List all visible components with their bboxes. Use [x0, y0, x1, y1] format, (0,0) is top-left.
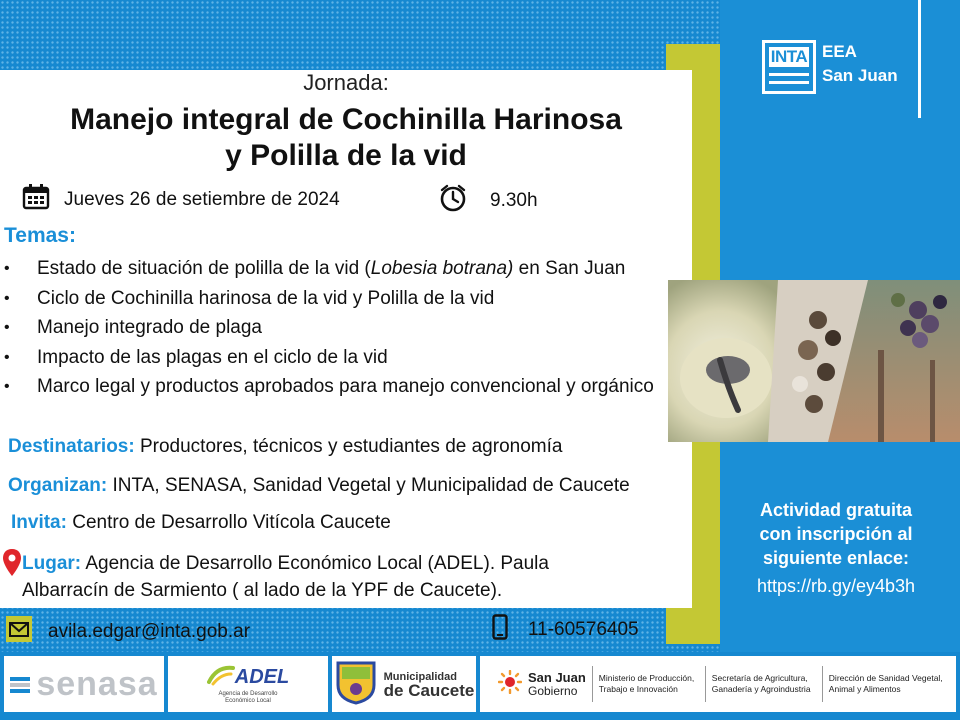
calendar-icon	[22, 184, 50, 215]
phone-text: 11-60576405	[528, 618, 639, 640]
senasa-logo	[4, 656, 164, 712]
inta-logo	[762, 40, 898, 94]
sj-gobierno: Gobierno	[528, 683, 578, 698]
sj-ministerio: Ministerio de Producción, Trabajo e Innovación	[598, 673, 695, 694]
email-contact	[6, 616, 250, 647]
san-juan-logo	[480, 656, 956, 712]
header-divider	[918, 0, 921, 118]
title-line-1: Manejo integral de Cochinilla Harinosa	[70, 103, 622, 136]
list-item: • Manejo integrado de plaga	[0, 313, 692, 343]
destinatarios-label: Destinatarios:	[8, 436, 135, 457]
inta-logo-subtitle	[822, 40, 898, 88]
organizan-label: Organizan:	[8, 475, 108, 496]
email-icon	[6, 616, 32, 647]
phone-icon	[492, 614, 508, 645]
sj-name: San Juan	[528, 669, 586, 685]
organizan	[8, 475, 630, 497]
adel-subtitle: Agencia de Desarrollo Económico Local	[218, 690, 278, 704]
muni-line-1: Municipalidad	[383, 671, 457, 683]
clock-icon	[438, 184, 468, 217]
inta-logo-text: INTA	[770, 47, 808, 66]
event-type: Jornada:	[303, 70, 389, 95]
lugar-label: Lugar:	[22, 553, 82, 574]
event-time	[438, 184, 538, 217]
invita	[11, 512, 391, 534]
muni-line-2: de Caucete	[383, 681, 475, 700]
invita-value: Centro de Desarrollo Vitícola Caucete	[72, 512, 391, 533]
cta-line-3: siguiente enlace:	[762, 548, 910, 568]
title-line-2: y Polilla de la vid	[225, 139, 467, 172]
adel-text: ADEL	[234, 665, 290, 688]
pest-photo-collage	[668, 280, 960, 442]
invita-label: Invita:	[11, 512, 67, 533]
inta-logo-mark	[762, 40, 816, 94]
municipalidad-logo	[332, 656, 476, 712]
registration-callout	[722, 498, 950, 598]
temas-list	[0, 254, 692, 402]
cta-line-1: Actividad gratuita	[759, 500, 913, 520]
senasa-mark-icon	[10, 674, 30, 694]
email-text[interactable]: avila.edgar@inta.gob.ar	[48, 620, 251, 642]
lugar	[22, 550, 622, 604]
location-pin-icon	[2, 548, 22, 583]
event-date	[22, 184, 340, 215]
lugar-value: Agencia de Desarrollo Económico Local (ADEL). Paula Albarracín de Sarmiento ( al lado de la YPF de Caucete).	[22, 553, 549, 601]
registration-link[interactable]: https://rb.gy/ey4b3h	[756, 576, 916, 596]
time-text: 9.30h	[490, 189, 538, 211]
adel-logo	[168, 656, 328, 712]
sj-secretaria: Secretaría de Agricultura, Ganadería y Agroindustria	[711, 673, 811, 694]
municipalidad-name	[384, 670, 475, 698]
destinatarios	[8, 436, 562, 458]
eea-label: EEA	[822, 42, 857, 61]
senasa-text: senasa	[36, 664, 158, 703]
list-item: • Impacto de las plagas en el ciclo de la vid	[0, 343, 692, 373]
municipal-shield-icon	[334, 659, 378, 710]
san-juan-text	[528, 671, 586, 698]
phone-contact	[492, 614, 639, 645]
destinatarios-value: Productores, técnicos y estudiantes de agronomía	[139, 436, 563, 457]
adel-swoosh-icon	[207, 664, 235, 691]
cta-line-2: con inscripción al	[759, 524, 913, 544]
sj-direccion: Dirección de Sanidad Vegetal, Animal y Alimentos	[828, 673, 943, 694]
san-juan-sun-icon	[498, 670, 522, 699]
list-item: • Estado de situación de polilla de la vid (Lobesia botrana) en San Juan	[0, 254, 692, 284]
list-item: • Ciclo de Cochinilla harinosa de la vid y Polilla de la vid	[0, 284, 692, 314]
list-item: • Marco legal y productos aprobados para manejo convencional y orgánico	[0, 372, 660, 402]
region-label: San Juan	[822, 66, 898, 85]
organizan-value: INTA, SENASA, Sanidad Vegetal y Municipalidad de Caucete	[112, 475, 630, 496]
date-text: Jueves 26 de setiembre de 2024	[64, 188, 340, 210]
temas-heading: Temas:	[4, 224, 76, 247]
page-title	[0, 102, 692, 174]
